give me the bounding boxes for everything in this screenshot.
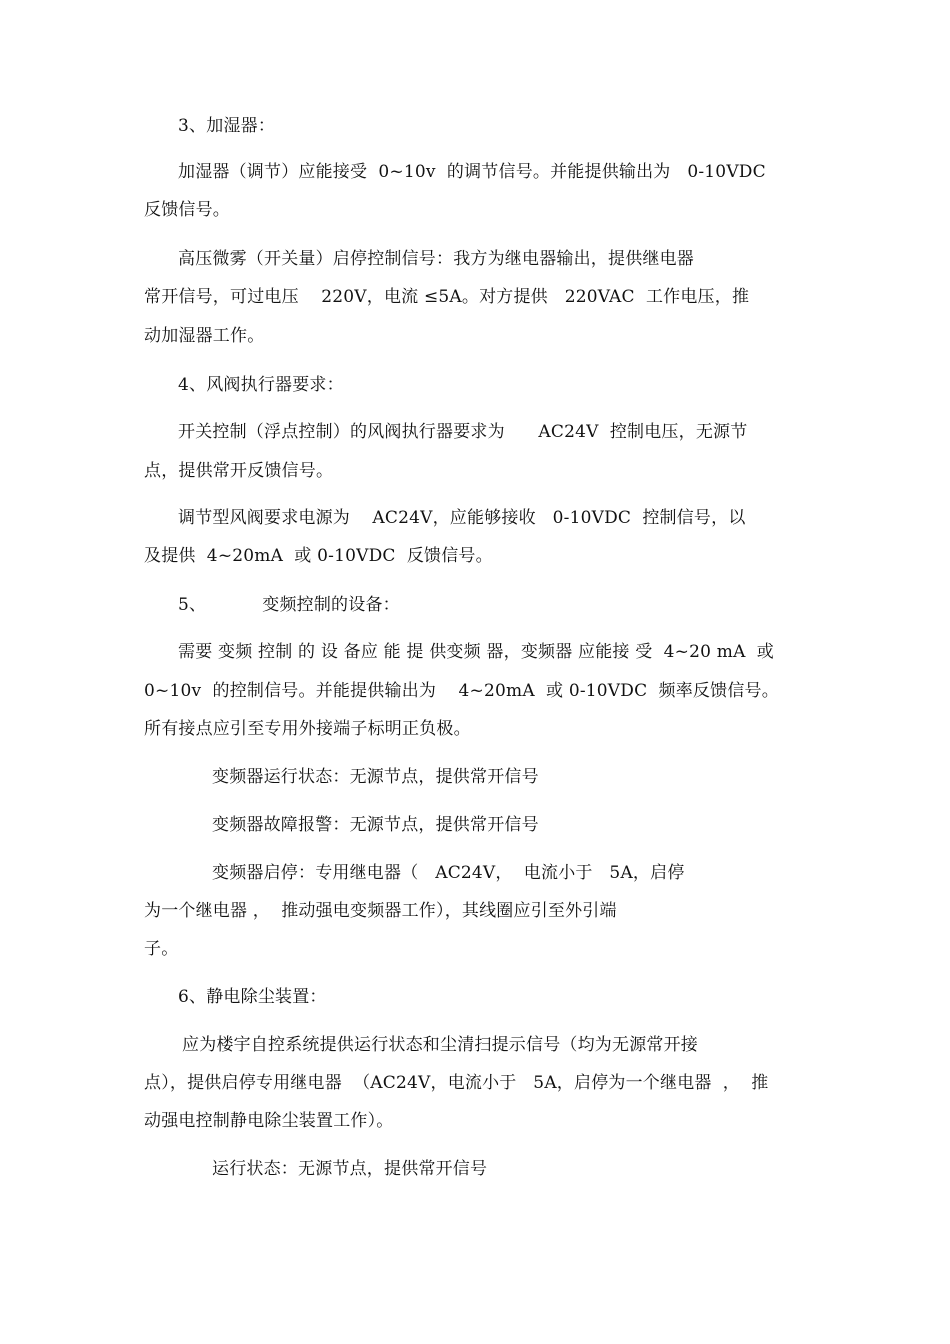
paragraph-line: 高压微雾（开关量）启停控制信号：我方为继电器输出，提供继电器 (178, 249, 694, 269)
paragraph-line: 变频器故障报警：无源节点，提供常开信号 (212, 815, 539, 835)
paragraph-line: 常开信号，可过电压 220V，电流 ≤5A。对方提供 220VAC 工作电压，推 (144, 287, 750, 307)
paragraph-line: 开关控制（浮点控制）的风阀执行器要求为 AC24V 控制电压，无源节 (178, 422, 748, 442)
section-heading-damper-actuator: 4、风阀执行器要求： (178, 375, 344, 395)
paragraph-line: 应为楼宇自控系统提供运行状态和尘清扫提示信号（均为无源常开接 (182, 1035, 698, 1055)
paragraph-line: 点，提供常开反馈信号。 (144, 461, 334, 481)
paragraph-line: 运行状态：无源节点，提供常开信号 (212, 1159, 488, 1179)
paragraph-line: 变频器运行状态：无源节点，提供常开信号 (212, 767, 539, 787)
paragraph-line: 反馈信号。 (144, 200, 230, 220)
paragraph-line: 及提供 4~20mA 或 0-10VDC 反馈信号。 (144, 546, 493, 566)
paragraph-line: 点），提供启停专用继电器 （AC24V，电流小于 5A，启停为一个继电器 ， 推 (144, 1073, 769, 1093)
paragraph-line: 为一个继电器 ， 推动强电变频器工作），其线圈应引至外引端 (144, 901, 617, 921)
paragraph-line: 动加湿器工作。 (144, 326, 265, 346)
paragraph-line: 所有接点应引至专用外接端子标明正负极。 (144, 719, 471, 739)
section-heading-humidifier: 3、加湿器： (178, 116, 276, 136)
paragraph-line: 需要 变频 控制 的 设 备应 能 提 供变频 器，变频器 应能接 受 4~20 mA 或 (178, 642, 774, 662)
paragraph-line: 动强电控制静电除尘装置工作）。 (144, 1111, 394, 1131)
section-heading-electrostatic-precipitator: 6、静电除尘装置： (178, 987, 327, 1007)
paragraph-line: 加湿器（调节）应能接受 0~10v 的调节信号。并能提供输出为 0-10VDC (178, 162, 766, 182)
section-heading-vfd: 5、 变频控制的设备： (178, 595, 400, 615)
paragraph-line: 子。 (144, 939, 179, 959)
paragraph-line: 调节型风阀要求电源为 AC24V，应能够接收 0-10VDC 控制信号，以 (178, 508, 746, 528)
paragraph-line: 变频器启停：专用继电器（ AC24V， 电流小于 5A，启停 (212, 863, 685, 883)
paragraph-line: 0~10v 的控制信号。并能提供输出为 4~20mA 或 0-10VDC 频率反馈信号。 (144, 681, 779, 701)
